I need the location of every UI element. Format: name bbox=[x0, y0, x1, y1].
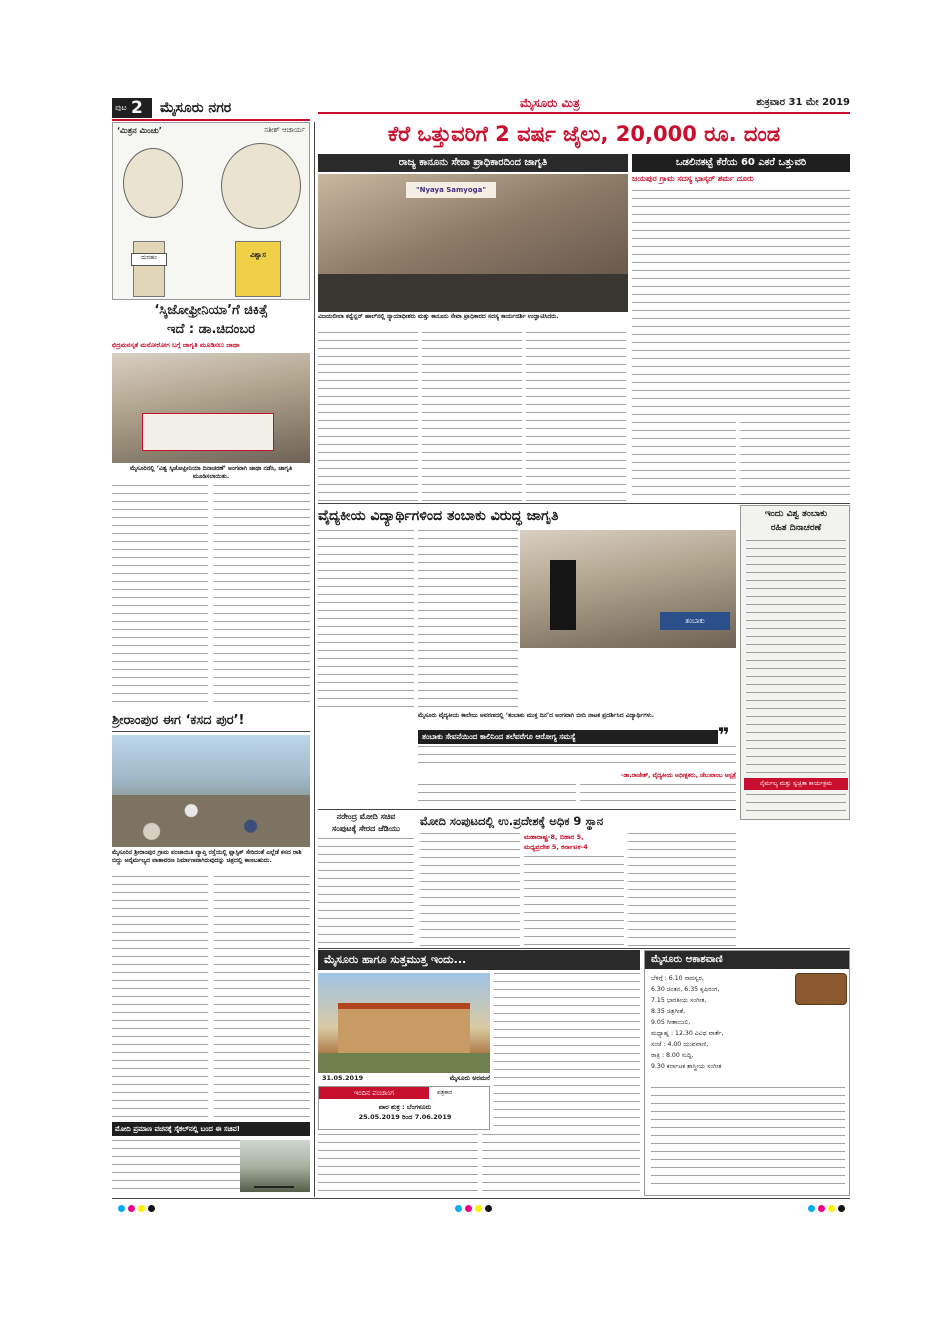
lead-byline: ಜಯಪುರ ಗ್ರಾಮ ಸದಸ್ಯ ಭಾಸ್ಕರ್ ಶರ್ಮ ದೂರು bbox=[632, 174, 754, 183]
events-body-right bbox=[494, 973, 640, 1130]
quote-mark-icon: ❞ bbox=[718, 726, 730, 744]
registration-mark-cyan-left bbox=[118, 1205, 125, 1212]
registration-mark-black-right bbox=[838, 1205, 845, 1212]
radio-schedule-item: 7.15 ಭಾರತೀಯ ಸಂಗೀತ, bbox=[651, 997, 707, 1004]
lead-headline: ಕೆರೆ ಒತ್ತುವರಿಗೆ 2 ವರ್ಷ ಜೈಲು, 20,000 ರೂ. ದಂಡ bbox=[387, 122, 781, 146]
radio-schedule-item: 8.35 ಚಿತ್ರಗೀತೆ, bbox=[651, 1008, 686, 1015]
no-tobacco-body bbox=[746, 540, 846, 774]
modi-states-1: ಮಹಾರಾಷ್ಟ್ರ-8, ಬಿಹಾರ 5, bbox=[524, 833, 584, 841]
radio-icon bbox=[795, 973, 847, 1005]
registration-mark-cyan-center bbox=[455, 1205, 462, 1212]
radio-body bbox=[651, 1087, 845, 1191]
cartoon-artist: ಸತೀಶ್ ಆಚಾರ್ಯ bbox=[264, 126, 305, 134]
modi-body-col-3 bbox=[628, 833, 736, 948]
radio-schedule-item: ಸಂಜೆ : 4.00 ಯುವವಾಣಿ, bbox=[651, 1041, 709, 1048]
radio-schedule-item: ಬೆಳಿಗ್ಗೆ : 6.10 ನಾದಸ್ವರ, bbox=[651, 975, 704, 982]
panchanga-box bbox=[318, 1086, 490, 1130]
modi-body-col-1 bbox=[420, 833, 520, 948]
column-rule-tobacco bbox=[318, 503, 850, 504]
garbage-body-col-2 bbox=[214, 876, 310, 1118]
lead-body-col-2 bbox=[422, 332, 522, 502]
schizo-body-col-2 bbox=[214, 485, 310, 707]
no-tobacco-headline-2: ರಹಿತ ದಿನಾಚರಣೆ bbox=[770, 523, 822, 533]
balloon-face-left bbox=[123, 148, 183, 218]
column-rule-left bbox=[314, 122, 315, 1197]
column-rule-modi bbox=[318, 809, 736, 810]
registration-mark-magenta-right bbox=[818, 1205, 825, 1212]
palace-lawn bbox=[318, 1053, 490, 1073]
tobacco-photo-performer bbox=[550, 560, 576, 630]
modi-headline: ಮೋದಿ ಸಂಪುಟದಲ್ಲಿ ಉ.ಪ್ರದೇಶಕ್ಕೆ ಅಧಿಕ 9 ಸ್ಥಾನ bbox=[420, 814, 604, 828]
jdu-headline-2: ಸಂಪುಟಕ್ಕೆ ಸೇರದ ಜೆಡಿಯು bbox=[332, 824, 400, 833]
bicycle-icon bbox=[254, 1170, 294, 1188]
tobacco-photo-banner: ತಂಬಾಕು bbox=[660, 612, 730, 630]
page-date: ಶುಕ್ರವಾರ 31 ಮೇ 2019 bbox=[756, 97, 850, 108]
events-body-bottom-1 bbox=[318, 1134, 478, 1196]
registration-mark-yellow-right bbox=[828, 1205, 835, 1212]
cartoon-board-left: ದುರಹಂ bbox=[131, 253, 167, 266]
radio-schedule-item: 9.30 ಕರ್ನಾಟಕ ಶಾಸ್ತ್ರೀಯ ಸಂಗೀತ bbox=[651, 1063, 722, 1070]
garbage-pile bbox=[112, 795, 310, 847]
lead-body-col-5 bbox=[632, 422, 736, 502]
schizo-headline-2: ಇದೆ : ಡಾ.ಚಿದಂಬರ bbox=[167, 322, 255, 337]
registration-mark-black-center bbox=[485, 1205, 492, 1212]
registration-mark-cyan-right bbox=[808, 1205, 815, 1212]
tobacco-body-col-3 bbox=[418, 784, 576, 808]
modi-body-col-2 bbox=[524, 856, 624, 948]
no-tobacco-footer: ನೈರ್ಮಲ್ಯ ಮತ್ತು ಸ್ವಚ್ಛತಾ ಕಾರ್ಯಕ್ರಮ bbox=[744, 778, 848, 790]
tobacco-photo bbox=[520, 530, 736, 648]
radio-schedule bbox=[651, 973, 791, 1083]
schizo-kicker: ಛಿದ್ರಮನಸ್ಕತೆ ಮನೋರೋಗ ಬಗ್ಗೆ ಜಾಗೃತಿ ಮೂಡಿಸಲು ಜಾಥಾ bbox=[112, 341, 240, 349]
paper-name: ಮೈಸೂರು ಮಿತ್ರ bbox=[520, 96, 580, 110]
registration-mark-yellow-center bbox=[475, 1205, 482, 1212]
events-headline: ಮೈಸೂರು ಹಾಗೂ ಸುತ್ತಮುತ್ತ ಇಂದು... bbox=[318, 950, 640, 970]
palace-photo bbox=[318, 973, 490, 1073]
section-name: ಮೈಸೂರು ನಗರ bbox=[160, 100, 232, 116]
cartoon-board-right: ವಿಶ್ವಾಸ bbox=[250, 251, 266, 259]
radio-schedule-item: 6.30 ಚಿಂತನ, 6.35 ಕೃಷಿರಂಗ, bbox=[651, 986, 720, 993]
lead-body-col-3 bbox=[526, 332, 626, 502]
page-label: ಪುಟ bbox=[115, 103, 127, 112]
palace-date: 31.05.2019 bbox=[322, 1074, 364, 1082]
schizo-headline-1: ‘ಸ್ಕಿಜೋಫ್ರೀನಿಯಾ’ಗೆ ಚಿಕಿತ್ಸೆ bbox=[154, 303, 268, 318]
garbage-photo bbox=[112, 735, 310, 847]
lead-kicker-left: ರಾಜ್ಯ ಕಾನೂನು ಸೇವಾ ಪ್ರಾಧಿಕಾರದಿಂದ ಜಾಗೃತಿ bbox=[318, 154, 628, 172]
lead-kicker-right: ಒಡಲಿನಕಟ್ಟೆ ಕೆರೆಯ 60 ಎಕರೆ ಒತ್ತುವರಿ bbox=[632, 154, 850, 172]
schizo-photo bbox=[112, 353, 310, 463]
schizo-photo-caption: ಮೈಸೂರಿನಲ್ಲಿ ‘ವಿಶ್ವ ಸ್ಕಿಜೋಫ್ರೀನಿಯಾ ದಿನಾಚರಣೆ’ ಅಂಗವಾಗಿ ಜಾಥಾ ನಡೆಸಿ, ಜಾಗೃತಿ ಮೂಡಿಸಲಾಯಿತು. bbox=[129, 465, 293, 480]
cartoon-figure-left bbox=[133, 241, 165, 297]
tobacco-body-col-2 bbox=[418, 530, 518, 710]
garbage-body-col-1 bbox=[112, 876, 208, 1118]
radio-schedule-item: 9.05 ಗೀತಾಂಜಲಿ, bbox=[651, 1019, 691, 1026]
registration-mark-magenta-center bbox=[465, 1205, 472, 1212]
masthead-rule-left bbox=[112, 119, 310, 121]
cycle-headline: ಮೋದಿ ಪ್ರಮಾಣ ವಚನಕ್ಕೆ ಸೈಕಲ್‌ನಲ್ಲಿ ಬಂದ ಈ ಸಚಿವ! bbox=[112, 1122, 310, 1136]
schizo-body-col-1 bbox=[112, 485, 208, 707]
page-number-box bbox=[112, 98, 152, 118]
palace-label: ಮೈಸೂರು ಅರಮನೆ bbox=[449, 1074, 490, 1082]
column-rule-events bbox=[318, 948, 850, 949]
no-tobacco-headline-1: ಇಂದು ವಿಶ್ವ ತಂಬಾಕು bbox=[764, 509, 828, 519]
panchanga-label: ಪತ್ರಕಾರ bbox=[437, 1089, 453, 1096]
jdu-body bbox=[318, 838, 414, 948]
tobacco-photo-caption: ಮೈಸೂರು ವೈದ್ಯಕೀಯ ಕಾಲೇಜು ಆವರಣದಲ್ಲಿ ‘ತಂಬಾಕು ಮುಕ್ತ ದಿನ’ದ ಅಂಗವಾಗಿ ಬೀದಿ ನಾಟಕ ಪ್ರದರ್ಶಿಸಿದ ವಿದ್ಯಾರ್ಥಿಗಳು. bbox=[418, 712, 655, 719]
cycle-photo bbox=[240, 1140, 310, 1192]
cartoon-title: ‘ಮಿತ್ರನ ಮಿಂಚು’ bbox=[117, 126, 162, 135]
no-tobacco-box bbox=[740, 505, 850, 820]
lead-body-col-6 bbox=[740, 422, 850, 502]
tobacco-pullquote-credit: -ಡಾ.ರಾಜೇಶ್, ವೈದ್ಯಕೀಯ ಅಧೀಕ್ಷಕರು, ಚೆಲುವಾಂಬ ಆಸ್ಪತ್ರೆ bbox=[620, 772, 736, 779]
tobacco-body-col-1 bbox=[318, 530, 414, 710]
tobacco-quote-body bbox=[418, 746, 736, 770]
lead-photo-caption: ವಿಜಯಲೀಲಾ ಕನ್ವೆನ್ಷನ್ ಹಾಲ್‌ನಲ್ಲಿ ನ್ಯಾಯಾಧೀಶರು ಮತ್ತು ಕಾನೂನು ಸೇವಾ ಪ್ರಾಧಿಕಾರದ ಸದಸ್ಯ ಕಾರ್ಯದರ್ಶಿ ಉದ್ಘಾಟಿಸಿದರು. bbox=[318, 313, 559, 320]
radio-box bbox=[644, 950, 850, 1196]
page-number: 2 bbox=[131, 98, 143, 118]
palace-building bbox=[338, 1003, 470, 1059]
panchanga-line-2: 25.05.2019 ರಿಂದ 7.06.2019 bbox=[358, 1113, 452, 1121]
registration-mark-magenta-left bbox=[128, 1205, 135, 1212]
lead-body-col-1 bbox=[318, 332, 418, 502]
tobacco-headline: ವೈದ್ಯಕೀಯ ವಿದ್ಯಾರ್ಥಿಗಳಿಂದ ತಂಬಾಕು ವಿರುದ್ಧ ಜಾಗೃತಿ bbox=[318, 508, 559, 524]
cartoon-panel bbox=[112, 122, 310, 300]
cartoon-figure-right bbox=[235, 241, 281, 297]
radio-schedule-item: ರಾತ್ರಿ : 8.00 ಸುದ್ದಿ, bbox=[651, 1052, 694, 1059]
registration-mark-black-left bbox=[148, 1205, 155, 1212]
lead-photo-banner: "Nyaya Samyoga" bbox=[406, 182, 496, 198]
masthead-rule-right bbox=[318, 112, 850, 114]
garbage-headline: ಶ್ರೀರಾಂಪುರ ಈಗ ‘ಕಸದ ಪುರ’! bbox=[112, 710, 310, 732]
registration-mark-yellow-left bbox=[138, 1205, 145, 1212]
schizo-photo-banner bbox=[142, 413, 274, 451]
garbage-photo-caption: ಮೈಸೂರಿನ ಶ್ರೀರಾಂಪುರ ಗ್ರಾಮ ಪಂಚಾಯಿತಿ ವ್ಯಾಪ್ತಿ ರಸ್ತೆಯಲ್ಲಿ ಪ್ಲಾಸ್ಟಿಕ್ ಸೇರಿದಂತೆ ಎಲ್ಲೆಡೆ ಕಸದ ರಾಶಿ ಬಿದ್ದು ಅನೈರ್ಮಲ್ಯದ ವಾತಾವರಣ ನಿರ್ಮಾಣವಾಗಿರುವುದನ್ನು ಚಿತ್ರದಲ್ಲಿ ಕಾಣಬಹುದು. bbox=[112, 849, 302, 864]
no-tobacco-footer-body bbox=[746, 794, 846, 818]
radio-headline: ಮೈಸೂರು ಆಕಾಶವಾಣಿ bbox=[645, 951, 850, 969]
modi-states-2: ಮಧ್ಯಪ್ರದೇಶ 5, ಕರ್ನಾಟಕ-4 bbox=[524, 843, 588, 851]
events-body-bottom-2 bbox=[482, 1134, 640, 1196]
lead-photo-table bbox=[318, 274, 628, 312]
lead-photo bbox=[318, 174, 628, 312]
tobacco-pullquote: ತಂಬಾಕು ಸೇವನೆಯಿಂದ ಕಾಲಿನಿಂದ ತಲೆವರೆಗೂ ಆರೋಗ್ಯ ಸಮಸ್ಯೆ bbox=[418, 730, 718, 744]
lead-body-col-4 bbox=[632, 190, 850, 418]
panchanga-title: ಇಂದಿನ ಪಂಚಾಂಗ bbox=[319, 1087, 429, 1099]
tobacco-body-col-4 bbox=[580, 784, 736, 808]
balloon-face-right bbox=[221, 143, 301, 229]
jdu-headline-1: ನರೇಂದ್ರ ಮೋದಿ ಸಚಿವ bbox=[336, 812, 396, 821]
panchanga-line-1: ವಾರ ಶುಕ್ರ : ಬೆಂಗಳೂರು bbox=[378, 1103, 432, 1111]
column-rule-bottom bbox=[112, 1198, 850, 1199]
radio-schedule-item: ಮಧ್ಯಾಹ್ನ : 12.30 ವಿವಿಧ ವಾರ್ತೆ, bbox=[651, 1030, 724, 1037]
